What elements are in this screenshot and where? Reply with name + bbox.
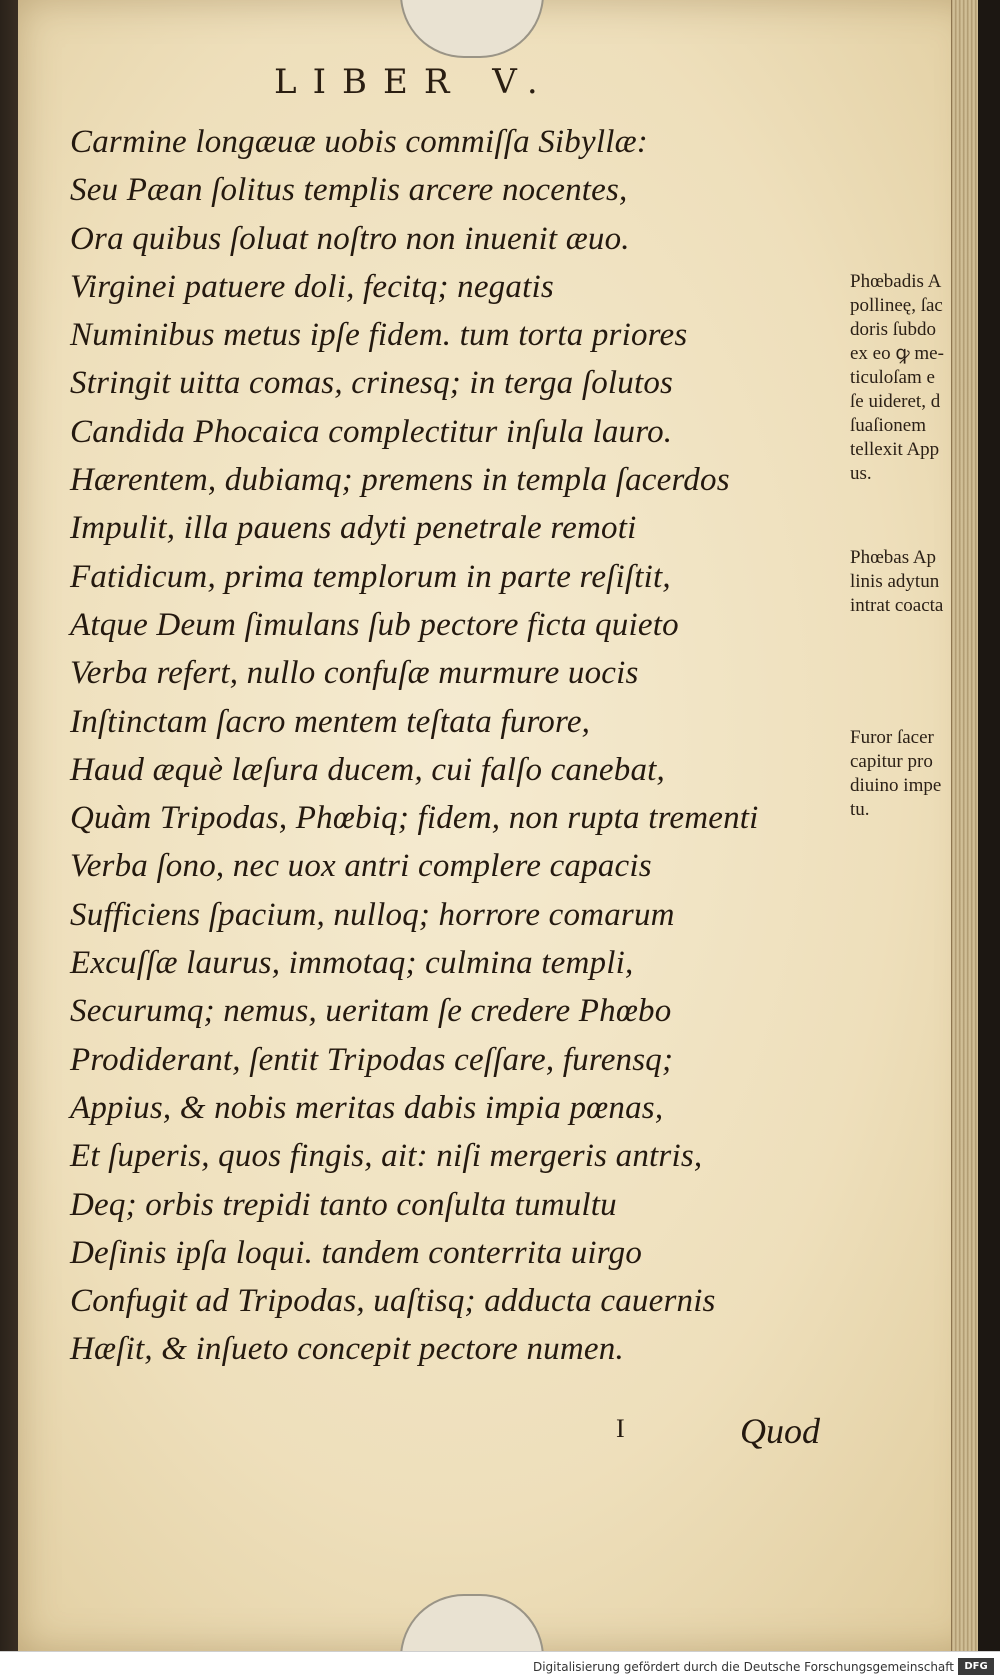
- verse-line: Hæſit, & inſueto concepit pectore numen.: [70, 1331, 624, 1368]
- verse-line: Appius, & nobis meritas dabis impia pœnas,: [70, 1089, 664, 1126]
- note-line: ſe uideret, d: [850, 391, 941, 412]
- verse-line: Candida Phocaica complectitur inſula lauro.: [70, 413, 673, 450]
- bottom-page-clip: [400, 1594, 544, 1658]
- verse-line: Securumq; nemus, ueritam ſe credere Phœbo: [70, 993, 672, 1030]
- verse-line: Hærentem, dubiamq; premens in templa ſacerdos: [70, 462, 730, 499]
- verse-line: Carmine longæuæ uobis commiſſa Sibyllæ:: [70, 124, 648, 160]
- note-line: Phœbadis A: [850, 271, 942, 292]
- verse-line: Prodiderant, ſentit Tripodas ceſſare, furensq;: [70, 1041, 674, 1078]
- running-head: LIBER V.: [274, 62, 554, 102]
- note-line: Phœbas Ap: [850, 547, 937, 568]
- verse-line: Ora quibus ſoluat noſtro non inuenit æuo.: [70, 220, 630, 257]
- note-line: capitur pro: [850, 751, 933, 772]
- catchword: Quod: [740, 1411, 820, 1451]
- verse-line: Atque Deum ſimulans ſub pectore ficta quieto: [70, 606, 679, 643]
- verse-line: Deq; orbis trepidi tanto conſulta tumultu: [70, 1186, 617, 1223]
- note-line: us.: [850, 463, 872, 484]
- verse-line: Virginei patuere doli, fecitq; negatis: [70, 268, 554, 305]
- verse-line: Haud æquè læſura ducem, cui falſo canebat,: [70, 751, 665, 788]
- note-line: intrat coacta: [850, 595, 944, 616]
- note-line: doris ſubdo: [850, 319, 937, 340]
- verse-line: Quàm Tripodas, Phœbiq; fidem, non rupta trementi: [70, 800, 759, 837]
- note-line: ſuaſionem: [850, 415, 926, 436]
- verse-line: Et ſuperis, quos fingis, ait: niſi mergeris antris,: [70, 1138, 703, 1175]
- page-fore-edge: [951, 0, 978, 1652]
- note-line: ex eo ꝙ me-: [850, 343, 944, 364]
- note-line: tellexit App: [850, 439, 940, 460]
- verse-block: [70, 118, 850, 1374]
- note-line: Furor ſacer: [850, 727, 934, 748]
- marginal-note-1: [850, 270, 1000, 486]
- note-line: pollineę, ſac: [850, 295, 943, 316]
- footer-credit: Digitalisierung gefördert durch die Deutsche Forschungsgemeinschaft: [532, 1660, 954, 1674]
- verse-line: Verba refert, nullo confuſæ murmure uocis: [70, 655, 639, 692]
- top-page-clip: [400, 0, 544, 58]
- verse-line: Confugit ad Tripodas, uaſtisq; adducta cauernis: [70, 1283, 716, 1320]
- verse-line: Impulit, illa pauens adyti penetrale remoti: [70, 510, 637, 547]
- verse-line: Deſinis ipſa loqui. tandem conterrita uirgo: [70, 1234, 643, 1271]
- marginal-note-3: [850, 726, 1000, 822]
- marginal-note-2: [850, 546, 1000, 618]
- verse-line: Numinibus metus ipſe fidem. tum torta priores: [70, 317, 688, 354]
- verse-line: Inſtinctam ſacro mentem teſtata furore,: [70, 703, 591, 740]
- verse-line: Stringit uitta comas, crinesq; in terga ſolutos: [70, 365, 674, 402]
- verse-line: Fatidicum, prima templorum in parte reſiſtit,: [70, 558, 671, 595]
- note-line: diuino impe: [850, 775, 942, 796]
- signature-mark: I: [616, 1414, 625, 1443]
- note-line: ticuloſam e: [850, 367, 935, 388]
- footer-bar: [0, 1651, 1000, 1679]
- verse-line: Sufficiens ſpacium, nulloq; horrore comarum: [70, 896, 675, 933]
- note-line: linis adytun: [850, 571, 940, 592]
- verse-line: Verba ſono, nec uox antri complere capacis: [70, 848, 652, 885]
- note-line: tu.: [850, 799, 870, 820]
- verse-line: Seu Pæan ſolitus templis arcere nocentes,: [70, 172, 628, 209]
- book-page: [18, 0, 978, 1652]
- dfg-logo: DFG: [958, 1658, 994, 1675]
- verse-line: Excuſſæ laurus, immotaq; culmina templi,: [70, 945, 634, 982]
